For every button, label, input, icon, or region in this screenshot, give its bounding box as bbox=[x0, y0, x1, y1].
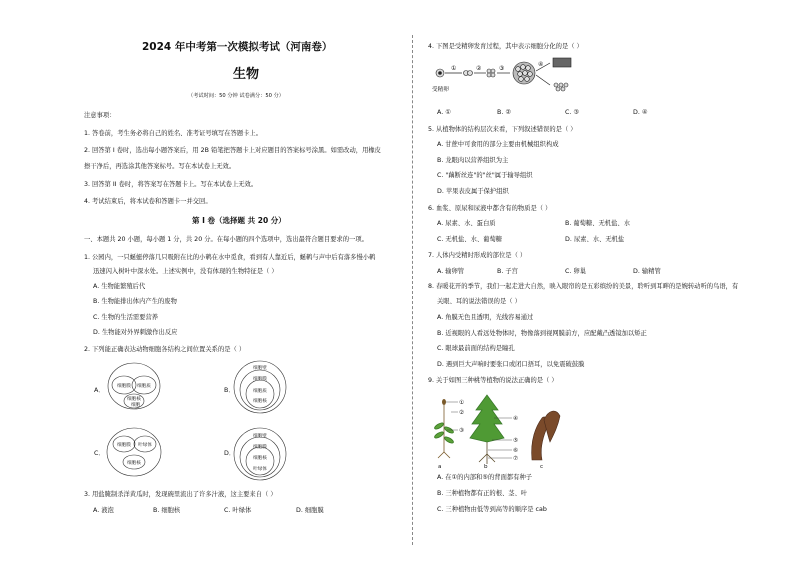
q2-option-d: D． bbox=[224, 450, 236, 457]
exam-title: 2024 年中考第一次模拟考试（河南卷） bbox=[142, 41, 333, 53]
q6-option-c: C. 无机盐、水、葡萄糖 bbox=[437, 236, 503, 243]
q4-marker-2: ② bbox=[476, 65, 482, 72]
note-2-line2: 擦干净后，再选涂其他答案标号。写在本试卷上无效。 bbox=[84, 163, 236, 170]
column-divider bbox=[412, 35, 413, 545]
q9-plant-a bbox=[434, 399, 455, 458]
q6-option-d: D. 尿素、水、无机盐 bbox=[565, 236, 625, 243]
q2a-label-cytoplasm: 细胞质 bbox=[137, 384, 151, 389]
q4-marker-3: ③ bbox=[499, 65, 505, 72]
note-4: 4. 考试结束后，将本试卷和答题卡一并交回。 bbox=[84, 198, 212, 205]
q1-option-b: B. 生物能排出体内产生的废物 bbox=[93, 298, 177, 305]
q8-stem-line1: 8. 春暖花开的季节，我们一起走进大自然，映入眼帘的是五彩缤纷的美景，聆听到耳畔的是婉转动听的鸟语，有 bbox=[428, 283, 739, 290]
q2b-label-cytoplasm: 细胞质 bbox=[253, 389, 267, 394]
q9-label-c: c bbox=[540, 464, 544, 470]
q2d-label-wall: 细胞壁 bbox=[253, 434, 267, 439]
q7-option-a: A. 输卵管 bbox=[437, 268, 465, 275]
time-info: （考试时间：50 分钟 试卷满分：50 分） bbox=[188, 93, 284, 99]
q2-diagram-b bbox=[234, 361, 286, 413]
note-3: 3. 回答第 II 卷时，将答案写在答题卡上。写在本试卷上无效。 bbox=[84, 181, 258, 188]
note-1: 1. 答卷前，考生务必将自己的姓名、准考证号填写在答题卡上。 bbox=[84, 130, 263, 137]
q7-option-c: C. 卵巢 bbox=[565, 268, 586, 275]
q1-option-c: C. 生物的生活需要营养 bbox=[93, 314, 159, 321]
q8-option-d: D. 遇到巨大声响时要张口或闭口捂耳，以免震破鼓膜 bbox=[437, 361, 585, 368]
q5-option-c: C. "藕断丝连"的"丝"属于输导组织 bbox=[437, 172, 533, 179]
q5-option-a: A. 甘蔗中可食用的部分主要由机械组织构成 bbox=[437, 141, 559, 148]
section-1-title: 第 I 卷（选择题 共 20 分） bbox=[192, 216, 286, 225]
q6-option-a: A. 尿素、水、蛋白质 bbox=[437, 220, 496, 227]
q4-egg-label: 受精卵 bbox=[432, 87, 449, 93]
q2d-label-nucleus: 细胞核 bbox=[253, 456, 267, 461]
q4-tissue-1 bbox=[553, 58, 571, 67]
q2d-label-membrane: 细胞膜 bbox=[253, 445, 267, 450]
q4-tissue-2 bbox=[554, 83, 568, 91]
q5-option-b: B. 龙眼肉以营养组织为主 bbox=[437, 157, 509, 164]
q2-venn-diagrams bbox=[100, 358, 400, 486]
q2a-label-nucleus: 细胞核 bbox=[127, 397, 141, 402]
q7-stem: 7. 人体内受精时形成的部位是（ ） bbox=[428, 252, 527, 259]
q9-marker-1: ① bbox=[459, 400, 465, 406]
q9-plant-b bbox=[470, 395, 504, 464]
subject-title: 生物 bbox=[233, 67, 260, 82]
q4-option-c: C. ③ bbox=[565, 109, 580, 116]
q4-marker-4: ④ bbox=[538, 61, 544, 68]
q1-option-d: D. 生物能对外界刺激作出反应 bbox=[93, 329, 178, 336]
q6-option-b: B. 葡萄糖、无机盐、水 bbox=[565, 220, 630, 227]
q2a-label-cell: 细胞 bbox=[131, 403, 141, 408]
q1-stem-line2: 迅速闪入树叶中深水处。上述实例中，没有体现的生物特征是（ ） bbox=[93, 268, 278, 275]
q2-option-a: A． bbox=[94, 387, 105, 394]
q9-option-c: C. 三种植物由低等到高等的顺序是 cab bbox=[437, 506, 547, 513]
q1-stem-line1: 1. 公园内，一只蜒蜓停落几只吸附在比的小鹌在水中觅食，看到有人靠近后，蜒鹌与声中后有落多慢小鹌 bbox=[84, 254, 376, 261]
q2c-label-nucleus: 细胞核 bbox=[127, 461, 141, 466]
q4-option-d: D. ④ bbox=[633, 109, 648, 116]
q4-development-figure bbox=[432, 57, 597, 97]
q2-diagram-a bbox=[108, 363, 160, 409]
q9-label-b: b bbox=[484, 464, 488, 470]
q2a-label-membrane: 细胞膜 bbox=[117, 384, 131, 389]
q2b-label-wall: 细胞壁 bbox=[253, 366, 267, 371]
q5-stem: 5. 从植物体的结构层次来看，下列叙述错误的是（ ） bbox=[428, 126, 577, 133]
q9-marker-7: ⑦ bbox=[513, 456, 519, 462]
q9-marker-3: ③ bbox=[459, 428, 465, 434]
q2-option-b: B． bbox=[224, 387, 235, 394]
q4-stem: 4. 下图是受精卵发育过程，其中表示细胞分化的是（ ） bbox=[428, 43, 583, 50]
q9-option-b: B. 三种植物都有正的根、茎、叶 bbox=[437, 490, 528, 497]
q8-option-b: B. 近视眼的人看远处物体时，物像落到视网膜前方，应配戴凸透镜加以矫正 bbox=[437, 330, 647, 337]
q9-marker-2: ② bbox=[459, 410, 465, 416]
q9-marker-5: ⑤ bbox=[513, 438, 519, 444]
q4-cell-mass bbox=[513, 62, 535, 84]
q2c-label-chloroplast: 叶绿体 bbox=[138, 443, 152, 448]
q4-option-b: B. ② bbox=[497, 109, 511, 116]
notes-heading: 注意事项： bbox=[84, 112, 116, 119]
q4-marker-1: ① bbox=[451, 65, 457, 72]
q8-stem-line2: 关眼、耳的说法错误的是（ ） bbox=[437, 298, 521, 305]
section-1-intro: 一、本题共 20 小题，每小题 1 分，共 20 分。在每小题的四个选项中，选出最符合题目要求的一项。 bbox=[84, 236, 368, 243]
q9-label-a: a bbox=[438, 464, 442, 470]
q9-marker-4: ④ bbox=[513, 416, 519, 422]
q3-option-c: C. 叶绿体 bbox=[224, 507, 252, 514]
q6-stem: 6. 血浆、原尿和尿液中都含有的物质是（ ） bbox=[428, 205, 552, 212]
q3-stem: 3. 用盐腌制杀洋黄瓜时，发现碗里流出了许多汁液，这主要来自（ ） bbox=[84, 491, 277, 498]
q2-diagram-d bbox=[234, 428, 286, 480]
q3-option-b: B. 细胞核 bbox=[153, 507, 181, 514]
q3-option-a: A. 液泡 bbox=[93, 507, 114, 514]
q2c-label-membrane: 细胞膜 bbox=[117, 443, 131, 448]
q9-option-a: A. 在①的内部和⑤的背面都有种子 bbox=[437, 474, 533, 481]
q9-stem: 9. 关于如图三种桃等植物的说法正确的是（ ） bbox=[428, 377, 558, 384]
q1-option-a: A. 生物能繁殖后代 bbox=[93, 283, 146, 290]
q2b-label-membrane: 细胞膜 bbox=[253, 377, 267, 382]
q7-option-b: B. 子宫 bbox=[497, 268, 518, 275]
q8-option-a: A. 角膜无色且透明，光线容易通过 bbox=[437, 314, 534, 321]
q3-option-d: D. 细胞膜 bbox=[296, 507, 324, 514]
q2-option-c: C． bbox=[94, 450, 105, 457]
q9-plant-figure bbox=[432, 390, 572, 470]
q8-option-c: C. 眼球最前面的结构是瞳孔 bbox=[437, 345, 515, 352]
q5-option-d: D. 苹果表皮属于保护组织 bbox=[437, 188, 509, 195]
q4-option-a: A. ① bbox=[437, 109, 451, 116]
q2d-label-chloroplast: 叶绿体 bbox=[253, 467, 267, 472]
q9-marker-6: ⑥ bbox=[513, 448, 519, 454]
note-2-line1: 2. 回答第 I 卷时，选出每小题答案后，用 2B 铅笔把答题卡上对应题目的答案标号涂黑。如需改动，用橡皮 bbox=[84, 147, 381, 154]
q7-option-d: D. 输精管 bbox=[633, 268, 661, 275]
q2-stem: 2. 下列能正确表达动物细胞各结构之间位置关系的是（ ） bbox=[84, 346, 246, 353]
q2b-label-nucleus: 细胞核 bbox=[253, 399, 267, 404]
q2-diagram-c bbox=[107, 428, 161, 476]
q9-plant-c bbox=[532, 411, 560, 460]
